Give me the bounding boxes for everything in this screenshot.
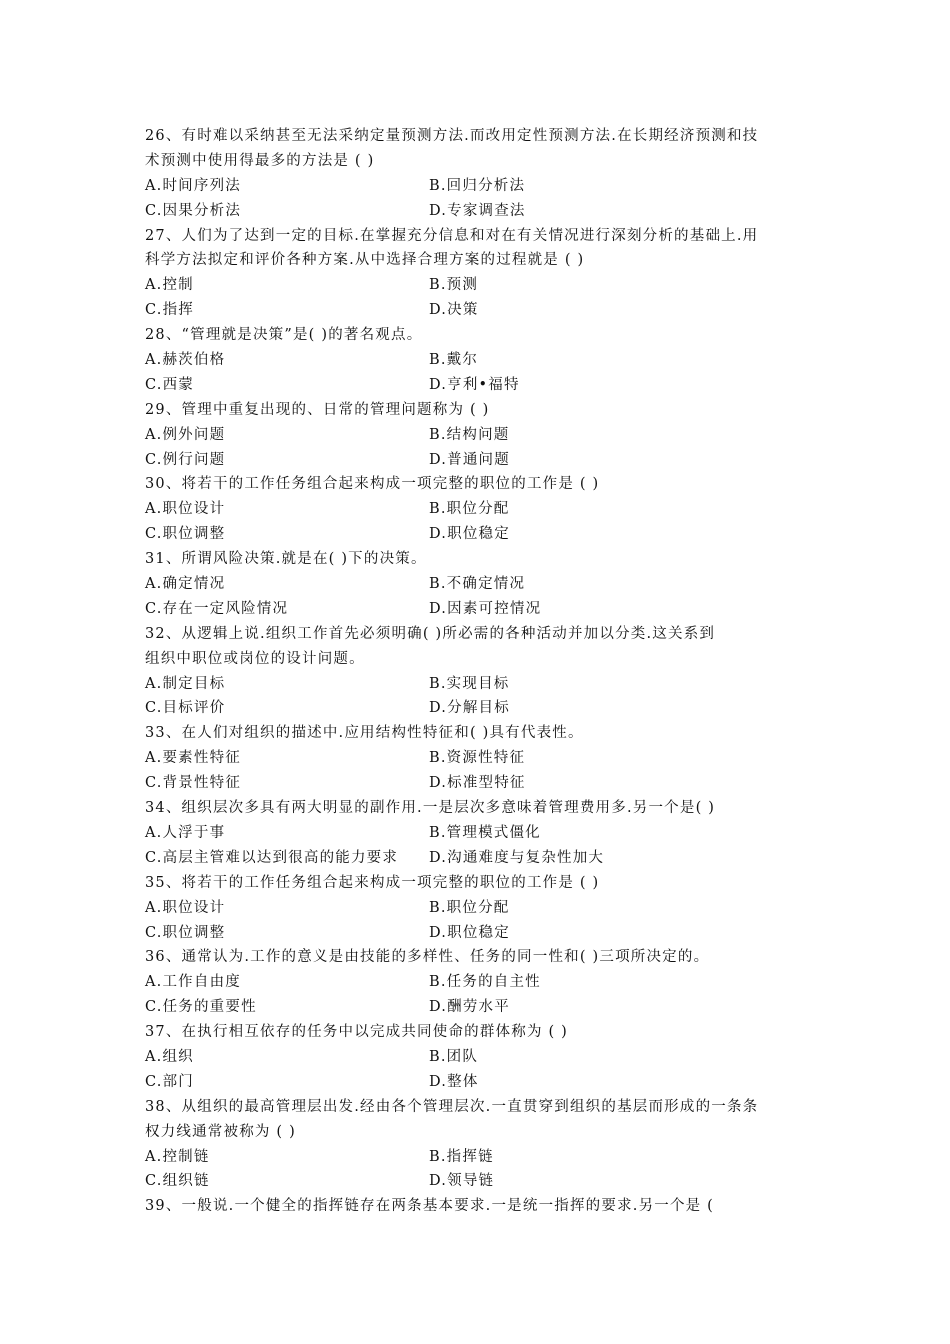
- option-c: C.因果分析法: [145, 202, 242, 219]
- option-d: D.酬劳水平: [429, 999, 510, 1016]
- options-row: [145, 846, 815, 871]
- question-text: 32、从逻辑上说.组织工作首先必须明确( )所必需的各种活动并加以分类.这关系到: [145, 625, 716, 642]
- option-c: C.任务的重要性: [145, 999, 257, 1016]
- question-text: 29、管理中重复出现的、日常的管理问题称为 ( ): [145, 401, 490, 418]
- option-b: B.戴尔: [429, 352, 479, 369]
- question-27: [145, 224, 815, 274]
- option-b: B.回归分析法: [429, 177, 526, 194]
- option-a: A.职位设计: [145, 899, 226, 916]
- option-c: C.例行问题: [145, 451, 226, 468]
- options-row: [145, 1045, 815, 1070]
- question-39: [145, 1194, 815, 1219]
- options-row: [145, 672, 815, 697]
- options-row: [145, 771, 815, 796]
- option-d: D.因素可控情况: [429, 600, 542, 617]
- question-text: 权力线通常被称为 ( ): [145, 1123, 296, 1140]
- question-36: [145, 945, 815, 970]
- question-37: [145, 1020, 815, 1045]
- question-text: 28、“管理就是决策”是( )的著名观点。: [145, 327, 423, 344]
- options-row: [145, 423, 815, 448]
- options-row: [145, 448, 815, 473]
- question-29: [145, 398, 815, 423]
- question-text: 31、所谓风险决策.就是在( )下的决策。: [145, 551, 427, 568]
- option-c: C.高层主管难以达到很高的能力要求: [145, 849, 399, 866]
- option-b: B.预测: [429, 277, 479, 294]
- question-text: 30、将若干的工作任务组合起来构成一项完整的职位的工作是 ( ): [145, 476, 600, 493]
- option-c: C.职位调整: [145, 526, 226, 543]
- question-33: [145, 721, 815, 746]
- option-c: C.组织链: [145, 1173, 210, 1190]
- options-row: [145, 1145, 815, 1170]
- question-38: [145, 1095, 815, 1145]
- option-b: B.职位分配: [429, 899, 510, 916]
- options-row: [145, 896, 815, 921]
- option-b: B.管理模式僵化: [429, 824, 541, 841]
- question-30: [145, 472, 815, 497]
- option-b: B.职位分配: [429, 501, 510, 518]
- option-a: A.职位设计: [145, 501, 226, 518]
- question-26: [145, 124, 815, 174]
- option-d: D.普通问题: [429, 451, 510, 468]
- option-d: D.沟通难度与复杂性加大: [429, 849, 605, 866]
- option-c: C.西蒙: [145, 376, 194, 393]
- options-row: [145, 921, 815, 946]
- option-a: A.控制链: [145, 1148, 210, 1165]
- question-text: 37、在执行相互依存的任务中以完成共同使命的群体称为 ( ): [145, 1024, 568, 1041]
- options-row: [145, 572, 815, 597]
- option-d: D.分解目标: [429, 700, 510, 717]
- option-a: A.人浮于事: [145, 824, 226, 841]
- option-d: D.亨利•福特: [429, 376, 520, 393]
- options-row: [145, 497, 815, 522]
- option-a: A.时间序列法: [145, 177, 241, 194]
- option-c: C.存在一定风险情况: [145, 600, 289, 617]
- option-b: B.指挥链: [429, 1148, 494, 1165]
- option-c: C.指挥: [145, 302, 194, 319]
- question-31: [145, 547, 815, 572]
- options-row: [145, 273, 815, 298]
- question-text: 科学方法拟定和评价各种方案.从中选择合理方案的过程就是 ( ): [145, 252, 585, 269]
- options-row: [145, 746, 815, 771]
- option-a: A.要素性特征: [145, 750, 241, 767]
- option-a: A.确定情况: [145, 576, 226, 593]
- option-b: B.资源性特征: [429, 750, 526, 767]
- option-a: A.例外问题: [145, 426, 226, 443]
- option-d: D.标准型特征: [429, 775, 526, 792]
- options-row: [145, 1169, 815, 1194]
- option-d: D.职位稳定: [429, 526, 510, 543]
- option-a: A.赫茨伯格: [145, 352, 226, 369]
- option-d: D.专家调查法: [429, 202, 526, 219]
- option-c: C.目标评价: [145, 700, 226, 717]
- option-d: D.整体: [429, 1073, 479, 1090]
- option-b: B.不确定情况: [429, 576, 526, 593]
- options-row: [145, 522, 815, 547]
- question-text: 组织中职位或岗位的设计问题。: [145, 650, 365, 667]
- options-row: [145, 696, 815, 721]
- option-a: A.工作自由度: [145, 974, 241, 991]
- option-c: C.背景性特征: [145, 775, 242, 792]
- option-a: A.制定目标: [145, 675, 226, 692]
- options-row: [145, 995, 815, 1020]
- option-b: B.团队: [429, 1048, 479, 1065]
- options-row: [145, 348, 815, 373]
- options-row: [145, 597, 815, 622]
- question-text: 36、通常认为.工作的意义是由技能的多样性、任务的同一性和( )三项所决定的。: [145, 949, 710, 966]
- question-text: 34、组织层次多具有两大明显的副作用.一是层次多意味着管理费用多.另一个是( ): [145, 800, 716, 817]
- option-b: B.任务的自主性: [429, 974, 541, 991]
- options-row: [145, 1070, 815, 1095]
- question-32: [145, 622, 815, 672]
- exam-page: [145, 124, 815, 1219]
- options-row: [145, 174, 815, 199]
- option-a: A.组织: [145, 1048, 194, 1065]
- option-c: C.部门: [145, 1073, 194, 1090]
- options-row: [145, 970, 815, 995]
- option-a: A.控制: [145, 277, 194, 294]
- option-c: C.职位调整: [145, 924, 226, 941]
- question-text: 35、将若干的工作任务组合起来构成一项完整的职位的工作是 ( ): [145, 874, 600, 891]
- question-text: 39、一般说.一个健全的指挥链存在两条基本要求.一是统一指挥的要求.另一个是 (: [145, 1198, 715, 1215]
- option-b: B.实现目标: [429, 675, 510, 692]
- question-text: 38、从组织的最高管理层出发.经由各个管理层次.一直贯穿到组织的基层而形成的一条条: [145, 1098, 759, 1115]
- options-row: [145, 298, 815, 323]
- question-text: 26、有时难以采纳甚至无法采纳定量预测方法.而改用定性预测方法.在长期经济预测和技: [145, 128, 759, 144]
- question-34: [145, 796, 815, 821]
- option-d: D.领导链: [429, 1173, 495, 1190]
- question-text: 27、人们为了达到一定的目标.在掌握充分信息和对在有关情况进行深刻分析的基础上.用: [145, 227, 759, 244]
- options-row: [145, 373, 815, 398]
- question-text: 术预测中使用得最多的方法是 ( ): [145, 152, 375, 169]
- option-d: D.职位稳定: [429, 924, 510, 941]
- option-b: B.结构问题: [429, 426, 510, 443]
- option-d: D.决策: [429, 302, 479, 319]
- options-row: [145, 821, 815, 846]
- options-row: [145, 199, 815, 224]
- question-28: [145, 323, 815, 348]
- question-35: [145, 871, 815, 896]
- question-text: 33、在人们对组织的描述中.应用结构性特征和( )具有代表性。: [145, 725, 584, 742]
